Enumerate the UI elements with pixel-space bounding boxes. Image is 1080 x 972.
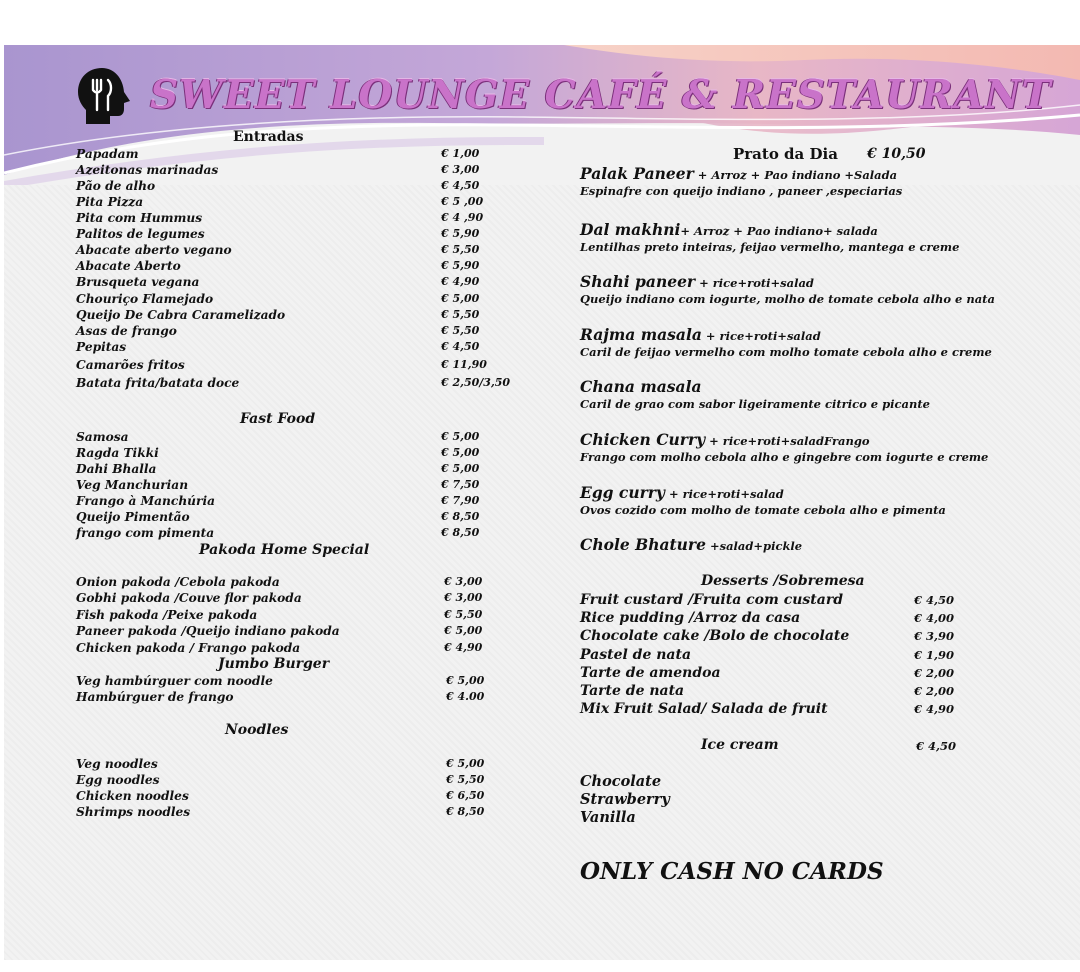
head-fork-knife-icon [76,66,134,126]
menu-item-name: Egg noodles [76,773,160,787]
dish-name: Dal makhni [580,220,681,239]
dish-extras: + rice+roti+salad [695,276,814,290]
menu-item-price: € 7,90 [441,494,480,507]
menu-item-name: Papadam [76,147,139,161]
menu-item-price: € 4,90 [441,275,480,288]
menu-item-name: Paneer pakoda /Queijo indiano pakoda [76,624,340,639]
daily-dish [580,536,802,555]
dish-name: Rajma masala [580,325,702,344]
dish-name: Chana masala [580,377,702,396]
menu-item-price: € 5,50 [441,243,480,256]
menu-item-price: € 5,00 [441,446,480,459]
menu-item-name: Onion pakoda /Cebola pakoda [76,575,280,589]
dish-extras: + rice+roti+salad [701,329,821,343]
dish-name: Chole Bhature [580,535,706,554]
menu-item-price: € 4,50 [441,340,480,353]
menu-item-name: frango com pimenta [76,526,215,540]
menu-item-price: € 5 ,00 [441,195,484,208]
dish-description: Lentilhas preto inteiras, feijao vermelho, mantega e creme [580,240,960,254]
menu-item-price: € 5,00 [441,292,480,305]
menu-item-name: Veg hambúrguer com noodle [76,674,273,688]
dish-name: Egg curry [580,483,665,502]
menu-item-name: Abacate aberto vegano [76,243,232,257]
daily-dish [580,165,897,184]
menu-item-name: Camarões fritos [76,358,185,372]
menu-item-name: Samosa [76,430,129,444]
menu-item-price: € 5,50 [441,308,480,321]
menu-item-price: € 8,50 [441,526,480,539]
dish-description: Caril de feijao vermelho com molho tomate cebola alho e creme [580,345,992,359]
menu-item-price: € 1,00 [441,147,480,160]
dish-extras: + rice+roti+saladFrango [705,434,870,448]
menu-item-name: Fruit custard /Fruita com custard [580,592,843,608]
menu-item-price: € 2,00 [914,684,955,698]
menu-item-name: Asas de frango [76,324,177,338]
menu-item-price: € 11,90 [441,358,487,371]
dish-description: Frango com molho cebola alho e gingebre com iogurte e creme [580,450,989,464]
menu-item-name: Gobhi pakoda /Couve flor pakoda [76,591,302,606]
pakoda-heading: Pakoda Home Special [199,542,370,558]
desserts-heading: Desserts /Sobremesa [701,573,865,589]
menu-item-price: € 5,90 [441,227,480,240]
daily-dish [580,326,821,345]
menu-item-name: Ragda Tikki [76,446,159,460]
menu-item-name: Abacate Aberto [76,259,181,273]
menu-item-name: Queijo De Cabra Caramelizado [76,308,286,322]
dish-extras: + rice+roti+salad [664,487,784,501]
menu-item-price: € 5,50 [444,607,483,621]
ice-cream-heading: Ice cream [701,737,779,753]
menu-item-price: € 4,50 [441,179,480,192]
menu-item-price: € 5,00 [444,624,483,638]
restaurant-title: SWEET LOUNGE CAFÉ & RESTAURANT [150,72,1052,118]
menu-item-price: € 5,00 [446,757,485,770]
dish-description: Queijo indiano com iogurte, molho de tomate cebola alho e nata [580,292,995,306]
dish-description: Caril de grao com sabor ligeiramente citrico e picante [580,397,930,411]
menu-item-name: Queijo Pimentão [76,510,190,524]
menu-item-name: Tarte de amendoa [580,664,721,681]
menu-item-name: Veg Manchurian [76,478,189,492]
payment-notice: ONLY CASH NO CARDS [580,858,884,885]
menu-item-price: € 4,90 [914,702,955,717]
menu-item-price: € 5,90 [441,259,480,272]
menu-item-name: Pita Pizza [76,195,144,209]
daily-dish [580,431,870,450]
dish-extras: +salad+pickle [705,539,803,553]
menu-item-price: € 4 ,90 [441,211,484,224]
ice-cream-price: € 4,50 [916,739,957,753]
menu-item-name: Shrimps noodles [76,805,191,819]
menu-item-price: € 5,50 [446,773,485,786]
menu-item-price: € 1,90 [914,647,955,662]
menu-item-name: Rice pudding /Arroz da casa [580,610,801,627]
menu-item-price: € 8,50 [441,510,480,523]
ice-cream-flavor: Chocolate [580,773,662,790]
menu-item-name: Hambúrguer de frango [76,690,234,704]
dish-extras: + Arroz + Pao indiano +Salada [693,168,898,182]
menu-item-price: € 7,50 [441,478,480,491]
entradas-heading: Entradas [233,129,304,145]
ice-cream-flavor: Vanilla [580,809,636,826]
menu-item-name: Pão de alho [76,179,156,193]
menu-item-name: Chocolate cake /Bolo de chocolate [580,628,850,645]
daily-dish [580,484,784,503]
menu-item-name: Pepitas [76,340,127,354]
menu-item-name: Frango à Manchúria [76,494,215,508]
menu-item-price: € 8,50 [446,805,485,818]
menu-item-name: Batata frita/batata doce [76,376,240,390]
menu-item-price: € 4.00 [446,690,485,703]
menu-item-name: Pita com Hummus [76,211,203,225]
menu-item-price: € 3,00 [444,591,483,605]
menu-item-price: € 5,50 [441,324,480,337]
menu-item-price: € 5,00 [441,430,480,443]
dish-name: Shahi paneer [580,272,696,291]
prato-heading: Prato da Dia [733,145,838,163]
menu-item-price: € 6,50 [446,789,485,802]
noodles-heading: Noodles [225,722,289,738]
dish-description: Ovos cozido com molho de tomate cebola alho e pimenta [580,503,946,517]
menu-item-price: € 4,90 [444,640,483,654]
dish-name: Chicken Curry [580,430,706,449]
menu-item-name: Veg noodles [76,757,158,771]
menu-item-name: Pastel de nata [580,646,692,663]
menu-item-name: Mix Fruit Salad/ Salada de fruit [580,701,828,718]
menu-item-name: Chicken noodles [76,789,189,803]
menu-item-price: € 2,00 [914,665,955,680]
daily-dish [580,378,702,397]
menu-item-name: Azeitonas marinadas [76,163,219,177]
menu-item-name: Brusqueta vegana [76,275,200,289]
menu-item-name: Palitos de legumes [76,227,205,241]
burger-heading: Jumbo Burger [218,656,330,672]
dish-extras: + Arroz + Pao indiano+ salada [680,224,878,238]
prato-price: € 10,50 [867,146,926,162]
menu-item-price: € 3,90 [914,629,955,644]
menu-item-price: € 4,50 [914,593,955,607]
menu-item-price: € 3,00 [444,575,483,588]
ice-cream-flavor: Strawberry [580,791,670,808]
menu-item-name: Tarte de nata [580,683,685,699]
dish-name: Palak Paneer [580,164,694,183]
menu-item-name: Dahi Bhalla [76,462,157,476]
menu-item-price: € 5,00 [441,462,480,475]
daily-dish [580,273,814,292]
dish-description: Espinafre con queijo indiano , paneer ,especiarias [580,184,903,198]
menu-item-price: € 3,00 [441,163,480,176]
menu-item-name: Fish pakoda /Peixe pakoda [76,607,258,622]
fast-food-heading: Fast Food [240,411,316,427]
menu-item-price: € 2,50/3,50 [441,376,511,389]
daily-dish [580,221,878,240]
menu-item-name: Chicken pakoda / Frango pakoda [76,640,301,655]
menu-item-price: € 4,00 [914,611,955,626]
menu-item-name: Chouriço Flamejado [76,292,214,306]
menu-item-price: € 5,00 [446,674,485,687]
